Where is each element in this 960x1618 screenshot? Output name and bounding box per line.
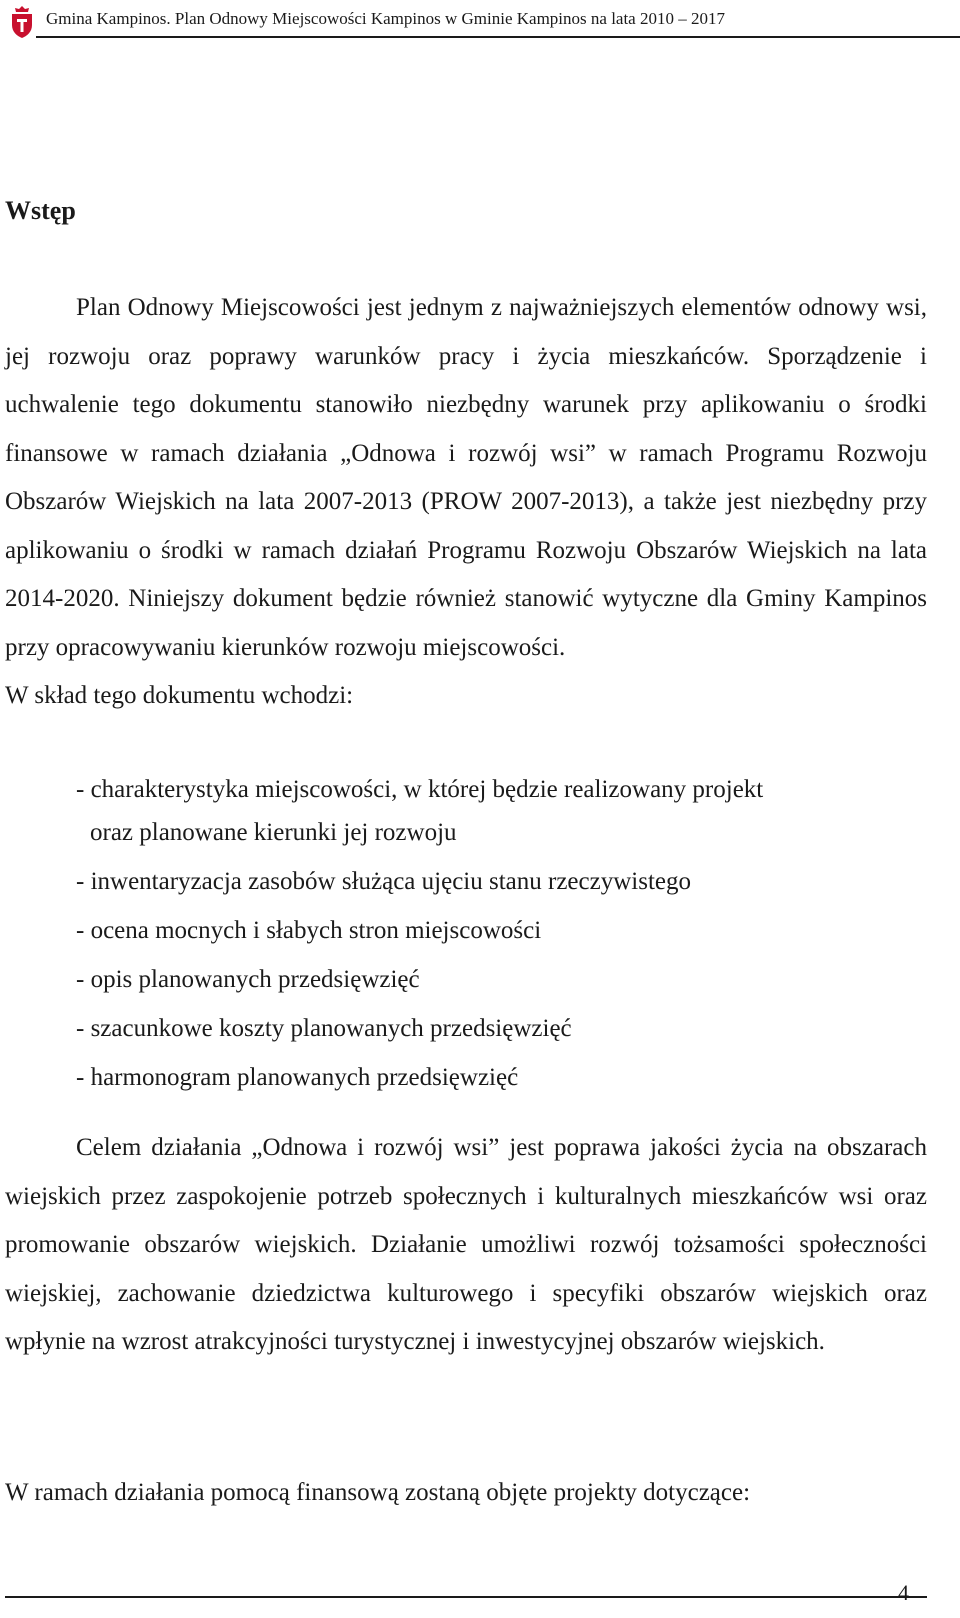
intro-block xyxy=(5,284,927,721)
closing-line: W ramach działania pomocą finansową zostaną objęte projekty dotyczące: xyxy=(5,1479,751,1506)
footer-divider xyxy=(5,1596,927,1598)
closing-block xyxy=(5,1469,927,1518)
page-number: 4 xyxy=(898,1580,909,1605)
header-title: Gmina Kampinos. Plan Odnowy Miejscowości Kampinos w Gminie Kampinos na lata 2010 – 2017 xyxy=(46,9,725,28)
list-item: - szacunkowe koszty planowanych przedsięwzięć xyxy=(76,1015,572,1042)
list-item: - opis planowanych przedsięwzięć xyxy=(76,966,420,993)
section-heading: Wstęp xyxy=(5,196,76,225)
list-item: - harmonogram planowanych przedsięwzięć xyxy=(76,1064,519,1091)
goal-block xyxy=(5,1124,927,1367)
coat-of-arms-icon xyxy=(8,5,36,39)
list-item: - ocena mocnych i słabych stron miejscowości xyxy=(76,917,542,944)
goal-paragraph: Celem działania „Odnowa i rozwój wsi” jest poprawa jakości życia na obszarach wiejskich przez zaspokojenie potrzeb społecznych i kulturalnych mieszkańców wsi oraz promowanie obszarów wiejskich. Działanie umożliwi rozwój tożsamości społeczności wiejskiej, zachowanie dziedzictwa kulturowego i specyfiki obszarów wiejskich oraz wpłynie na wzrost atrakcyjności turystycznej i inwestycyjnej obszarów wiejskich. xyxy=(5,1134,927,1355)
intro-paragraph: Plan Odnowy Miejscowości jest jednym z najważniejszych elementów odnowy wsi, jej rozwoju oraz poprawy warunków pracy i życia mieszkańców. Sporządzenie i uchwalenie tego dokumentu stanowiło niezbędny warunek przy aplikowaniu o środki finansowe w ramach działania „Odnowa i rozwój wsi” w ramach Programu Rozwoju Obszarów Wiejskich na lata 2007-2013 (PROW 2007-2013), a także jest niezbędny przy aplikowaniu o środki w ramach działań Programu Rozwoju Obszarów Wiejskich na lata 2014-2020. Niniejszy dokument będzie również stanowić wytyczne dla Gminy Kampinos przy opracowywaniu kierunków rozwoju miejscowości. xyxy=(5,294,927,661)
list-item-continuation: oraz planowane kierunki jej rozwoju xyxy=(90,819,457,846)
list-item: - inwentaryzacja zasobów służąca ujęciu stanu rzeczywistego xyxy=(76,868,691,895)
header-divider xyxy=(36,36,960,38)
list-intro: W skład tego dokumentu wchodzi: xyxy=(5,682,354,709)
list-item: - charakterystyka miejscowości, w której będzie realizowany projekt xyxy=(76,776,764,803)
page-header xyxy=(0,0,960,44)
